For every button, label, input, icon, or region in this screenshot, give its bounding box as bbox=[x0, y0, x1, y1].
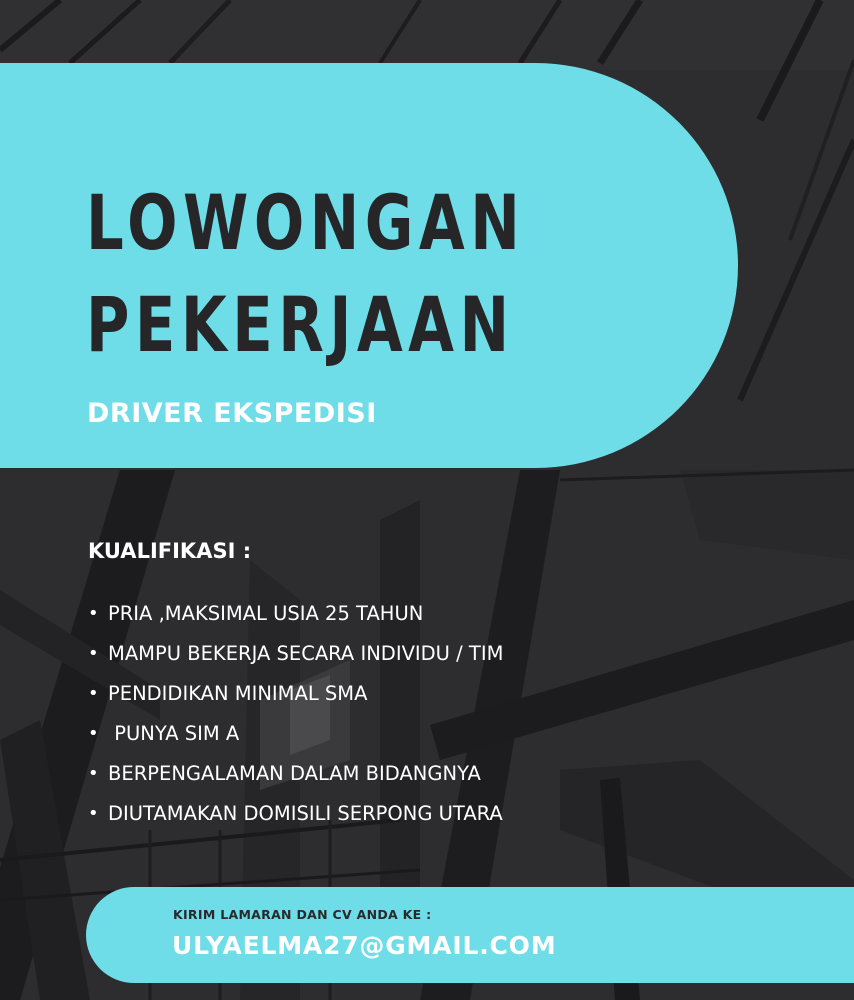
contact-email: ULYAELMA27@GMAIL.COM bbox=[172, 931, 557, 960]
headline bbox=[86, 172, 525, 376]
bullet-icon: • bbox=[88, 802, 99, 824]
list-item-text: MAMPU BEKERJA SECARA INDIVIDU / TIM bbox=[108, 641, 504, 665]
list-item bbox=[88, 793, 503, 833]
list-item-text: PUNYA SIM A bbox=[108, 721, 240, 745]
list-item-text: PRIA ,MAKSIMAL USIA 25 TAHUN bbox=[108, 601, 424, 625]
qualifications-heading: KUALIFIKASI : bbox=[88, 539, 252, 563]
position-title: DRIVER EKSPEDISI bbox=[87, 398, 377, 429]
headline-line-2: PEKERJAAN bbox=[86, 280, 515, 369]
headline-line-1: LOWONGAN bbox=[86, 178, 526, 267]
list-item bbox=[88, 593, 503, 633]
list-item-text: BERPENGALAMAN DALAM BIDANGNYA bbox=[108, 761, 481, 785]
qualifications-list bbox=[88, 593, 503, 833]
list-item bbox=[88, 673, 503, 713]
bullet-icon: • bbox=[88, 642, 99, 664]
bullet-icon: • bbox=[88, 682, 99, 704]
list-item-text: PENDIDIKAN MINIMAL SMA bbox=[108, 681, 368, 705]
list-item bbox=[88, 753, 503, 793]
list-item-text: DIUTAMAKAN DOMISILI SERPONG UTARA bbox=[108, 801, 503, 825]
bullet-icon: • bbox=[88, 722, 99, 744]
contact-label: KIRIM LAMARAN DAN CV ANDA KE : bbox=[173, 907, 432, 922]
bullet-icon: • bbox=[88, 602, 99, 624]
bullet-icon: • bbox=[88, 762, 99, 784]
list-item bbox=[88, 633, 503, 673]
list-item bbox=[88, 713, 503, 753]
